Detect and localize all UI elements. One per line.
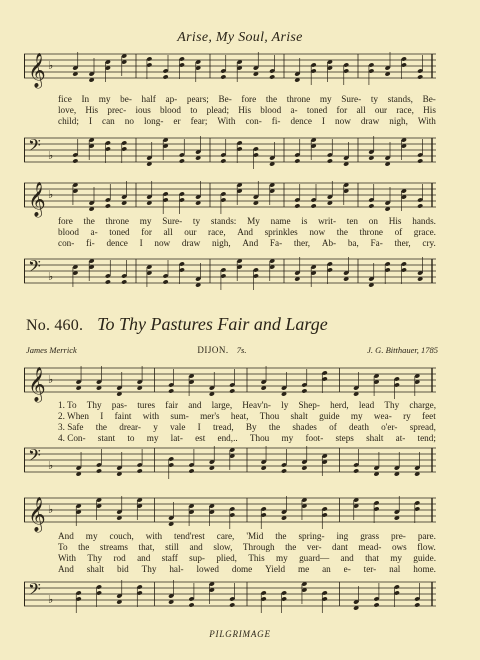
- lyric-syllable: and: [137, 553, 151, 563]
- lyric-syllable: and: [189, 542, 203, 552]
- note-head: [368, 203, 374, 208]
- lyric-syllable: my: [146, 433, 159, 443]
- treble-clef-icon: 𝄞: [28, 183, 46, 216]
- lyric-syllable: name: [270, 216, 291, 226]
- lyric-syllable: that,: [138, 542, 155, 552]
- lyric-syllable: pare.: [417, 531, 436, 541]
- lyric-syllable: grace.: [413, 227, 436, 237]
- lyric-syllable: for: [336, 105, 348, 115]
- flat-key-signature-icon: ♭: [48, 150, 54, 162]
- lyric-syllable: dome: [231, 564, 253, 574]
- lyric-syllable: Fa-: [370, 238, 383, 248]
- flat-key-signature-icon: ♭: [48, 460, 54, 472]
- lyric-syllable: large,: [211, 400, 233, 410]
- lyric-syllable: our: [374, 105, 388, 115]
- lyric-syllable: on: [368, 216, 378, 226]
- lyric-syllable: lead: [358, 400, 375, 410]
- lyric-line: [58, 116, 436, 127]
- lyric-syllable: slow,: [213, 542, 233, 552]
- lyric-syllable: foot-: [305, 433, 324, 443]
- lyric-syllable: Heav'n-: [242, 400, 271, 410]
- note-head: [105, 203, 111, 208]
- bass-clef-icon: 𝄢: [28, 137, 41, 159]
- lyric-syllable: feet: [422, 411, 436, 421]
- bass-staff: [24, 576, 436, 612]
- lyric-syllable: lat-: [170, 433, 183, 443]
- lyric-syllable: care,: [216, 531, 235, 541]
- lyric-syllable: my: [98, 94, 111, 104]
- note-head: [96, 468, 102, 473]
- lyric-syllable: With: [217, 116, 236, 126]
- lyric-syllable: death: [349, 422, 369, 432]
- note-head: [353, 468, 359, 473]
- lyric-syllable: a-: [90, 227, 98, 237]
- lyric-syllable: of: [329, 422, 337, 432]
- lyric-syllable: race,: [396, 105, 414, 115]
- lyric-syllable: faint: [114, 411, 132, 421]
- lyric-syllable: now: [309, 227, 326, 237]
- lyric-line: [58, 422, 436, 433]
- lyric-syllable: Through: [242, 542, 275, 552]
- lyric-syllable: vale: [170, 422, 186, 432]
- lyric-syllable: bid: [116, 564, 129, 574]
- lyric-syllable: And: [237, 227, 254, 237]
- lyric-line: [58, 411, 436, 422]
- hymn-header: [26, 314, 446, 335]
- note-head: [72, 158, 78, 163]
- lyric-syllable: no: [124, 116, 134, 126]
- lyric-syllable: Sure-: [162, 216, 183, 226]
- lyric-syllable: ba,: [347, 238, 359, 248]
- music-system-continued-1: [24, 48, 436, 173]
- lyric-syllable: And: [242, 238, 259, 248]
- lyric-syllable: With: [417, 116, 436, 126]
- note-head: [417, 74, 423, 79]
- lyric-syllable: hal-: [169, 564, 184, 574]
- lyric-syllable: 1. To: [58, 400, 77, 410]
- lyric-syllable: the: [265, 94, 278, 104]
- lyric-syllable: hands.: [412, 216, 436, 226]
- lyric-syllable: streams: [99, 542, 128, 552]
- lyric-syllable: the: [285, 542, 297, 552]
- lyric-syllable: my: [139, 216, 152, 226]
- note-head: [301, 388, 307, 393]
- lyric-syllable: Thy: [141, 564, 157, 574]
- lyric-syllable: Thy: [86, 400, 102, 410]
- lyric-syllable: prec-: [107, 105, 127, 115]
- lyric-syllable: of: [394, 227, 403, 237]
- flat-key-signature-icon: ♭: [48, 504, 54, 516]
- lyric-syllable: Sure-: [341, 94, 362, 104]
- author: James Merrick: [26, 345, 77, 355]
- treble-staff: [24, 362, 436, 401]
- lyric-syllable: e-: [343, 564, 351, 574]
- lyric-syllable: heat,: [230, 411, 249, 421]
- lyric-syllable: spread,: [409, 422, 436, 432]
- lyric-syllable: lowed: [196, 564, 219, 574]
- lyric-line: [58, 94, 436, 105]
- lyric-line: [58, 564, 436, 575]
- lyric-syllable: the: [78, 542, 90, 552]
- note-head: [105, 279, 111, 284]
- lyric-line: [58, 105, 436, 116]
- lyric-syllable: plied,: [216, 553, 237, 563]
- note-head: [294, 158, 300, 163]
- lyric-syllable: est: [195, 433, 206, 443]
- lyric-syllable: To: [58, 542, 68, 552]
- lyric-syllable: half: [141, 94, 156, 104]
- lyric-syllable: ther,: [394, 238, 411, 248]
- lyric-syllable: guide: [319, 411, 340, 421]
- lyric-syllable: fear;: [190, 116, 208, 126]
- lyric-syllable: Be-: [422, 94, 436, 104]
- lyric-syllable: stands,: [387, 94, 413, 104]
- lyric-syllable: mer's: [200, 411, 220, 421]
- flat-key-signature-icon: ♭: [48, 271, 54, 283]
- lyric-syllable: I: [197, 422, 201, 432]
- lyric-syllable: ing: [336, 531, 349, 541]
- lyric-syllable: my: [275, 553, 288, 563]
- flat-key-signature-icon: ♭: [48, 60, 54, 72]
- lyric-syllable: the: [275, 531, 287, 541]
- lyric-syllable: cry.: [422, 238, 436, 248]
- lyric-syllable: drear-: [119, 422, 141, 432]
- lyric-syllable: a-: [290, 105, 298, 115]
- lyric-syllable: fi-: [271, 116, 281, 126]
- lyric-syllable: His: [388, 216, 402, 226]
- lyric-syllable: the: [268, 422, 281, 432]
- note-head: [163, 279, 169, 284]
- lyric-syllable: throne: [286, 94, 311, 104]
- music-system-460-1: [24, 362, 436, 482]
- lyric-syllable: to: [190, 105, 198, 115]
- lyric-syllable: for: [141, 227, 152, 237]
- lyric-syllable: With: [58, 553, 77, 563]
- lyric-syllable: stands:: [210, 216, 237, 226]
- lyric-syllable: His: [238, 105, 252, 115]
- hymn-number: No. 460.: [26, 317, 84, 334]
- lyric-syllable: home.: [413, 564, 436, 574]
- lyric-syllable: with: [142, 411, 160, 421]
- lyric-syllable: ten: [346, 216, 359, 226]
- lyric-syllable: nigh,: [212, 238, 231, 248]
- lyric-syllable: dence: [290, 116, 312, 126]
- lyric-syllable: my: [281, 433, 294, 443]
- lyric-syllable: Shep-: [298, 400, 320, 410]
- lyric-syllable: me: [297, 564, 310, 574]
- lyric-syllable: His: [85, 105, 99, 115]
- lyric-syllable: His: [423, 105, 436, 115]
- lyric-syllable: race,: [208, 227, 226, 237]
- lyric-syllable: And: [58, 531, 74, 541]
- lyric-syllable: flow.: [417, 542, 436, 552]
- lyric-syllable: ry: [403, 411, 411, 421]
- note-head: [163, 74, 169, 79]
- lyric-syllable: tures: [137, 400, 156, 410]
- lyric-syllable: ty: [370, 94, 379, 104]
- lyric-line: [58, 542, 436, 553]
- lyric-syllable: fore: [58, 216, 73, 226]
- lyric-syllable: nal: [389, 564, 401, 574]
- lyric-syllable: toned: [306, 105, 328, 115]
- lyric-syllable: my: [85, 531, 98, 541]
- lyric-syllable: Thy: [384, 400, 400, 410]
- lyric-syllable: still: [165, 542, 179, 552]
- footer-topic: PILGRIMAGE: [209, 629, 271, 639]
- lyric-line: [58, 400, 436, 411]
- lyric-syllable: ter-: [363, 564, 377, 574]
- lyric-syllable: love,: [58, 105, 77, 115]
- lyric-syllable: with: [145, 531, 163, 541]
- lyric-syllable: shalt: [366, 433, 384, 443]
- lyric-syllable: stant: [97, 433, 116, 443]
- flat-key-signature-icon: ♭: [48, 594, 54, 606]
- note-head: [417, 203, 423, 208]
- lyric-syllable: fair: [165, 400, 179, 410]
- lyric-syllable: shalt: [86, 564, 105, 574]
- lyric-syllable: Yield: [265, 564, 286, 574]
- lyric-syllable: toned: [109, 227, 130, 237]
- note-head: [229, 602, 235, 607]
- lyric-syllable: dant: [332, 542, 348, 552]
- lyric-syllable: at-: [395, 433, 406, 443]
- note-head: [188, 468, 194, 473]
- lyric-syllable: ty: [192, 216, 201, 226]
- lyric-syllable: By: [245, 422, 257, 432]
- flat-key-signature-icon: ♭: [48, 189, 54, 201]
- tune-name: DIJON.: [197, 345, 229, 355]
- lyric-syllable: draw: [360, 116, 380, 126]
- note-head: [168, 388, 174, 393]
- note-head: [417, 158, 423, 163]
- lyric-syllable: and: [340, 553, 354, 563]
- lyric-syllable: guide.: [413, 553, 436, 563]
- music-system-460-2: [24, 492, 436, 620]
- lyric-syllable: my: [350, 411, 363, 421]
- lyric-syllable: wea-: [373, 411, 392, 421]
- lyric-syllable: tend;: [417, 433, 436, 443]
- note-head: [220, 74, 226, 79]
- lyric-syllable: con-: [58, 238, 75, 248]
- running-title: Arise, My Soul, Arise: [177, 30, 303, 45]
- bass-clef-icon: 𝄢: [28, 581, 41, 603]
- lyric-syllable: herd,: [330, 400, 349, 410]
- lyric-syllable: Fa-: [269, 238, 283, 248]
- lyric-line: [58, 216, 436, 227]
- lyric-syllable: dence: [106, 238, 128, 248]
- lyric-syllable: My: [247, 216, 260, 226]
- lyric-syllable: that: [365, 553, 379, 563]
- lyric-syllable: sup-: [189, 553, 205, 563]
- bass-staff: [24, 253, 436, 289]
- lyric-syllable: I: [139, 238, 143, 248]
- note-head: [294, 203, 300, 208]
- lyric-syllable: throne: [359, 227, 383, 237]
- music-system-continued-2: [24, 177, 436, 302]
- lyric-syllable: ly: [281, 400, 289, 410]
- lyric-syllable: nigh,: [389, 116, 408, 126]
- lyric-syllable: steps: [335, 433, 354, 443]
- lyric-syllable: pears;: [186, 94, 209, 104]
- lyric-syllable: I: [88, 116, 93, 126]
- lyric-syllable: is: [301, 216, 308, 226]
- lyric-syllable: my: [390, 553, 402, 563]
- lyric-syllable: the: [95, 422, 107, 432]
- flat-key-signature-icon: ♭: [48, 374, 54, 386]
- lyric-syllable: er: [173, 116, 181, 126]
- note-head: [373, 602, 379, 607]
- lyric-syllable: blood: [160, 105, 181, 115]
- note-head: [121, 279, 127, 284]
- note-head: [311, 203, 317, 208]
- lyric-syllable: ther,: [293, 238, 311, 248]
- note-head: [220, 158, 226, 163]
- lyric-syllable: pre-: [391, 531, 406, 541]
- treble-staff: [24, 48, 436, 87]
- lyric-syllable: long-: [144, 116, 164, 126]
- bass-clef-icon: 𝄢: [28, 258, 41, 280]
- lyric-syllable: ver-: [306, 542, 322, 552]
- lyric-syllable: shalt: [290, 411, 308, 421]
- note-head: [229, 388, 235, 393]
- lyric-syllable: mead-: [358, 542, 382, 552]
- hymn-credits: [26, 345, 438, 355]
- treble-staff: [24, 177, 436, 216]
- lyric-syllable: Ab-: [321, 238, 337, 248]
- bass-staff: [24, 442, 436, 478]
- lyric-syllable: an: [322, 564, 331, 574]
- lyric-syllable: charge,: [409, 400, 436, 410]
- lyric-syllable: all: [163, 227, 173, 237]
- treble-clef-icon: 𝄞: [28, 368, 46, 401]
- lyric-syllable: staff: [161, 553, 178, 563]
- treble-staff: [24, 492, 436, 531]
- lyric-syllable: Thou: [249, 433, 270, 443]
- lyric-syllable: plead;: [206, 105, 230, 115]
- lyric-syllable: spring-: [298, 531, 325, 541]
- lyric-syllable: Thy: [87, 553, 103, 563]
- lyric-syllable: pas-: [111, 400, 128, 410]
- note-head: [188, 602, 194, 607]
- lyric-syllable: tend'rest: [174, 531, 205, 541]
- lyric-syllable: y: [153, 422, 158, 432]
- meter: 7s.: [236, 345, 247, 355]
- lyric-syllable: con-: [245, 116, 262, 126]
- lyric-syllable: 4. Con-: [58, 433, 86, 443]
- lyric-syllable: Thou: [259, 411, 280, 421]
- lyric-syllable: ap-: [165, 94, 178, 104]
- lyric-syllable: child;: [58, 116, 79, 126]
- bass-staff: [24, 132, 436, 168]
- note-head: [269, 74, 275, 79]
- lyric-syllable: 'Mid: [246, 531, 264, 541]
- lyric-syllable: This: [248, 553, 265, 563]
- lyric-syllable: blood: [260, 105, 282, 115]
- lyric-syllable: shades: [292, 422, 317, 432]
- note-head: [414, 602, 420, 607]
- lyric-syllable: to: [127, 433, 135, 443]
- lyric-syllable: all: [356, 105, 366, 115]
- lyric-syllable: end,..: [217, 433, 238, 443]
- lyric-syllable: throne: [105, 216, 130, 226]
- lyric-line: [58, 553, 436, 564]
- lyric-line: [58, 238, 436, 249]
- lyric-syllable: Be-: [218, 94, 232, 104]
- lyric-syllable: 2. When: [58, 411, 89, 421]
- lyric-syllable: rod: [113, 553, 126, 563]
- lyric-syllable: couch,: [109, 531, 134, 541]
- lyric-syllable: can: [102, 116, 115, 126]
- note-head: [137, 468, 143, 473]
- note-head: [179, 158, 185, 163]
- lyric-syllable: draw: [181, 238, 201, 248]
- bass-clef-icon: 𝄢: [28, 447, 41, 469]
- lyric-syllable: fice: [58, 94, 72, 104]
- lyric-syllable: be-: [120, 94, 132, 104]
- hymn-title: To Thy Pastures Fair and Large: [97, 314, 328, 334]
- lyric-syllable: the: [83, 216, 95, 226]
- lyric-syllable: fi-: [86, 238, 95, 248]
- lyric-syllable: the: [336, 227, 348, 237]
- lyric-syllable: 3. Safe: [58, 422, 84, 432]
- lyric-syllable: I: [100, 411, 104, 421]
- lyric-syllable: writ-: [318, 216, 337, 226]
- lyric-syllable: blood: [58, 227, 79, 237]
- lyric-line: [58, 227, 436, 238]
- treble-clef-icon: 𝄞: [28, 54, 46, 87]
- treble-clef-icon: 𝄞: [28, 498, 46, 531]
- note-head: [327, 158, 333, 163]
- lyric-syllable: And: [58, 564, 74, 574]
- lyric-syllable: my: [319, 94, 332, 104]
- lyric-syllable: sprinkles: [264, 227, 298, 237]
- lyric-syllable: grass: [360, 531, 380, 541]
- lyric-syllable: guard—: [299, 553, 330, 563]
- lyric-syllable: In: [81, 94, 90, 104]
- tune-info: [197, 345, 246, 355]
- lyric-syllable: now: [335, 116, 351, 126]
- lyric-syllable: ious: [135, 105, 151, 115]
- note-head: [281, 468, 287, 473]
- composer: J. G. Bitthauer, 1785: [367, 345, 438, 355]
- lyric-syllable: ows: [391, 542, 407, 552]
- lyric-syllable: now: [154, 238, 171, 248]
- lyric-syllable: our: [184, 227, 197, 237]
- lyric-syllable: I: [321, 116, 325, 126]
- lyric-syllable: tread,: [212, 422, 234, 432]
- lyric-syllable: fore: [241, 94, 257, 104]
- lyric-syllable: sum-: [170, 411, 189, 421]
- lyric-syllable: o'er-: [381, 422, 398, 432]
- lyric-syllable: and: [188, 400, 202, 410]
- lyric-line: [58, 531, 436, 542]
